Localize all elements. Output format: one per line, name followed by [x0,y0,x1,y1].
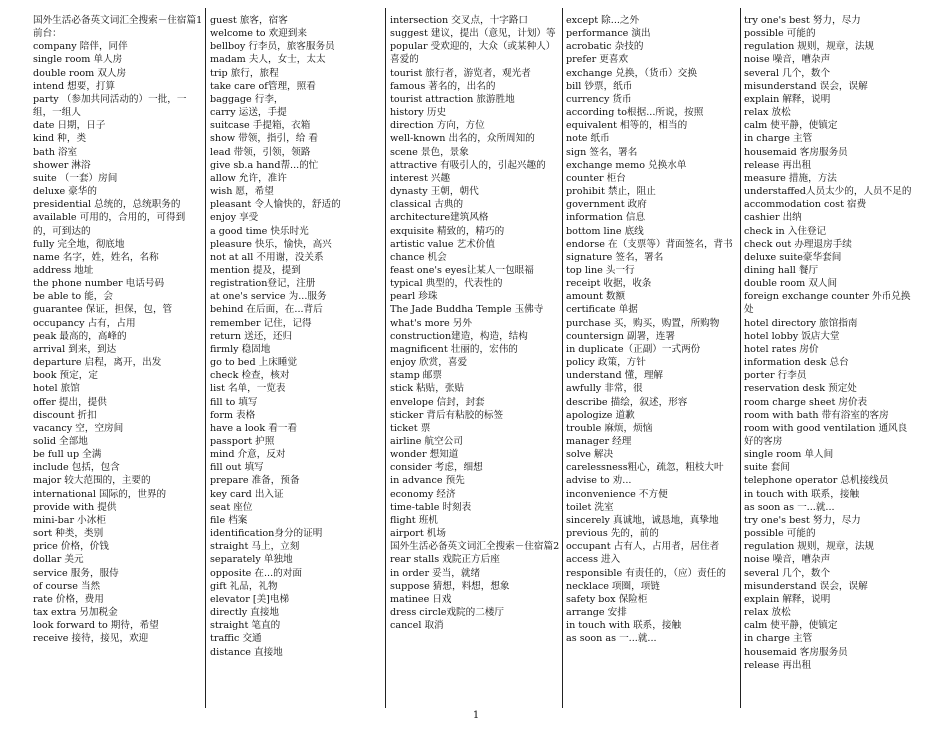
vocab-entry: check in 入住登记 [744,225,827,237]
vocab-entry: give sb.a hand帮...的忙 [210,159,319,171]
column-divider-2 [385,8,386,708]
vocab-entry: remember 记住，记得 [210,317,312,329]
vocab-entry: stamp 邮票 [390,370,442,382]
vocab-entry: countersign 副署，连署 [566,330,675,342]
vocab-entry: hotel rates 房价 [744,343,819,355]
vocab-entry: matinee 日戏 [390,593,452,605]
vocab-entry: explain 解释，说明 [744,93,831,105]
vocab-entry: previous 先的，前的 [566,528,659,540]
vocab-entry: famous 著名的，出名的 [390,80,496,92]
vocab-entry: calm 使平静，使镇定 [744,620,838,632]
vocab-entry: registration登记，注册 [210,278,316,290]
vocab-entry: passport 护照 [210,436,275,447]
vocab-entry: prepare 准备，预备 [210,475,300,487]
vocab-entry: date 日期，日子 [33,120,106,132]
vocab-entry: include 包括，包含 [33,462,120,474]
vocab-entry: deluxe suite豪华套间 [744,251,842,263]
vocab-entry: reservation desk 预定处 [744,383,857,395]
vocab-entry: room with bath 带有浴室的客房 [744,409,889,421]
vocab-entry: sign 签名，署名 [566,146,638,158]
vocab-entry: be able to 能，会 [33,291,113,303]
vocab-entry: international 国际的，世界的 [33,488,167,500]
vocab-entry: available 可用的，合用的，可得到的，可到达的 [33,212,186,237]
vocab-entry: occupancy 占有，占用 [33,317,136,329]
vocab-entry: carry 运送，手提 [210,107,287,119]
vocab-entry: inconvenience 不方便 [566,488,668,500]
vocab-entry: sincerely 真诚地，诚恳地，真挚地 [566,514,719,526]
vocab-entry: relax 放松 [744,107,791,119]
vocab-entry: address 地址 [33,264,94,276]
vocab-entry: describe 描绘，叙述，形容 [566,396,688,408]
vocab-entry: lead 带领，引领，领路 [210,146,311,158]
vocab-entry: deluxe 豪华的 [33,186,97,198]
vocab-entry: behind 在后面，在...背后 [210,304,323,316]
vocab-entry: several 几个，数个 [744,567,831,579]
vocab-entry: 前台： [33,28,62,40]
vocab-entry: allow 允许，准许 [210,172,287,184]
vocab-entry: bottom line 底线 [566,225,644,237]
vocab-entry: 国外生活必备英文词汇全搜索－住宿篇1 [33,15,203,26]
vocab-entry: release 再出租 [744,159,812,171]
vocab-entry: of course 当然 [33,580,101,592]
vocab-entry: welcome to 欢迎到来 [210,28,307,40]
vocab-entry: purchase 买，购买，购置，所购物 [566,317,720,329]
vocab-entry: not at all 不用谢，没关系 [210,251,324,263]
vocab-entry: apologize 道歉 [566,409,635,421]
vocab-entry: have a look 看一看 [210,422,298,434]
vocab-entry: amount 数额 [566,291,626,303]
vocab-entry: receive 接待，接见，欢迎 [33,633,149,645]
vocab-entry: counter 柜台 [566,172,626,184]
vocab-entry: mind 介意，反对 [210,449,286,461]
vocab-entry: opposite 在...的对面 [210,567,302,579]
vocab-entry: hotel lobby 饭店大堂 [744,330,840,342]
vocab-entry: 国外生活必备英文词汇全搜索－住宿篇2 [390,541,560,553]
vocab-entry: firmly 稳固地 [210,343,271,355]
column-divider-1 [205,8,206,708]
vocab-entry: housemaid 客房服务员 [744,146,848,158]
vocab-entry: rear stalls 戏院正方后座 [390,554,500,566]
vocab-entry: chance 机会 [390,251,447,263]
vocab-entry: flight 班机 [390,514,438,526]
vocab-entry: in order 妥当，就绪 [390,567,481,579]
vocab-entry: trip 旅行，旅程 [210,67,279,79]
vocab-entry: access 进入 [566,554,621,566]
vocab-entry: book 预定，定 [33,370,98,382]
vocab-entry: awfully 非常，很 [566,383,643,395]
vocab-entry: housemaid 客房服务员 [744,646,848,658]
vocab-entry: hotel 旅馆 [33,383,80,395]
vocab-entry: consider 考虑，细想 [390,462,483,474]
vocab-entry: double room 双人房 [33,67,127,79]
vocab-entry: rate 价格，费用 [33,593,104,605]
vocab-entry: party （参加共同活动的）一批，一组，一组人 [33,93,187,119]
vocab-entry: calm 使平静，使镇定 [744,120,838,132]
vocab-entry: pleasant 令人愉快的，舒适的 [210,199,341,211]
vocab-entry: take care of管理，照看 [210,80,316,92]
vocab-entry: enjoy 享受 [210,212,259,224]
vocab-entry: major 较大范围的，主要的 [33,475,151,487]
vocab-entry: signature 签名，署名 [566,251,664,263]
vocab-entry: try one's best 努力，尽力 [744,514,861,526]
vocab-entry: madam 夫人，女士，太太 [210,54,326,66]
vocab-entry: manager 经理 [566,436,632,447]
vocab-entry: noise 噪音，嘈杂声 [744,54,831,66]
vocab-entry: in charge 主管 [744,133,813,145]
vocab-entry: file 档案 [210,514,248,526]
vocab-entry: vacancy 空，空房间 [33,422,124,434]
vocab-entry: understand 懂，理解 [566,370,664,382]
vocab-entry: mention 提及，提到 [210,264,301,276]
vocab-entry: name 名字，姓，姓名，名称 [33,251,159,263]
vocab-entry: mini-bar 小冰柜 [33,514,106,526]
vocab-entry: form 表格 [210,409,256,421]
vocab-entry: go to bed 上床睡觉 [210,357,298,369]
vocab-entry: responsible 有责任的，（应）责任的 [566,567,726,579]
vocab-entry: accommodation cost 宿费 [744,199,867,211]
vocab-entry: fill to 填写 [210,396,258,408]
vocab-entry: certificate 单据 [566,304,638,316]
vocab-entry: single room 单人房 [33,54,123,66]
vocab-entry: except 除...之外 [566,15,640,26]
vocab-entry: identification身分的证明 [210,528,323,540]
vocab-entry: bath 浴室 [33,146,78,158]
vocab-entry: time-table 时刻表 [390,501,472,513]
vocab-entry: double room 双人间 [744,278,838,290]
vocab-entry: enjoy 欣赏，喜爱 [390,357,468,369]
vocab-entry: suite （一套）房间 [33,172,118,184]
vocab-entry: room charge sheet 房价表 [744,396,868,408]
text-column-2 [210,14,380,710]
vocab-entry: separately 单独地 [210,554,293,566]
vocab-entry: cashier 出纳 [744,212,802,224]
vocab-entry: service 服务，服侍 [33,567,119,579]
vocab-entry: information desk 总台 [744,357,849,369]
vocab-entry: acrobatic 杂技的 [566,41,644,53]
vocab-entry: a good time 快乐时光 [210,225,309,237]
vocab-entry: performance 演出 [566,28,651,40]
vocab-entry: check out 办理退房手续 [744,238,852,250]
vocab-entry: top line 头一行 [566,264,635,276]
vocab-entry: baggage 行李， [210,93,284,105]
vocab-entry: typical 典型的，代表性的 [390,278,503,290]
vocab-entry: in touch with 联系，接触 [566,620,682,632]
vocab-entry: explain 解释，说明 [744,593,831,605]
vocab-entry: attractive 有吸引人的，引起兴趣的 [390,159,546,171]
vocab-entry: sort 种类，类别 [33,528,104,540]
vocab-entry: show 带领，指引，给 看 [210,133,318,145]
vocab-entry: elevator [美]电梯 [210,593,290,605]
vocab-entry: direction 方向，方位 [390,120,485,132]
vocab-entry: straight 笔直的 [210,620,281,632]
vocab-entry: suitcase 手提箱，衣箱 [210,120,311,132]
vocab-entry: suppose 猜想，料想，想象 [390,580,510,592]
vocab-entry: ticket 票 [390,422,431,434]
vocab-entry: tourist attraction 旅游胜地 [390,93,515,105]
vocab-entry: in touch with 联系，接触 [744,488,860,500]
vocab-entry: dynasty 王朝，朝代 [390,186,479,198]
vocab-entry: information 信息 [566,212,646,224]
vocab-entry: advise to 劝... [566,475,632,487]
vocab-entry: feast one's eyes让某人一包眼福 [390,264,534,276]
vocab-entry: measure 措施，方法 [744,172,837,184]
vocab-entry: intersection 交叉点，十字路口 [390,15,529,26]
vocab-entry: airline 航空公司 [390,436,463,447]
vocab-entry: endorse 在（支票等）背面签名，背书 [566,238,733,250]
vocab-entry: arrange 安排 [566,607,627,619]
vocab-entry: pearl 珍珠 [390,291,438,303]
vocab-entry: dollar 美元 [33,554,84,566]
vocab-entry: tourist 旅行者，游览者，观光者 [390,67,531,79]
vocab-entry: policy 政策，方针 [566,357,646,369]
vocab-entry: stick 粘贴，张贴 [390,383,465,395]
vocab-entry: telephone operator 总机接线员 [744,475,889,487]
vocab-entry: envelope 信封，封套 [390,396,485,408]
vocab-entry: as soon as 一...就... [744,501,835,513]
vocab-entry: suite 套间 [744,462,790,474]
vocab-entry: solve 解决 [566,449,614,461]
vocab-entry: as soon as 一...就... [566,633,657,645]
text-column-4 [566,14,738,710]
vocab-entry: history 历史 [390,107,447,119]
vocab-entry: artistic value 艺术价值 [390,238,495,250]
vocab-entry: receipt 收据，收条 [566,278,652,290]
vocab-entry: misunderstand 误会，误解 [744,80,868,92]
vocab-entry: release 再出租 [744,659,812,671]
vocab-entry: return 送还，还归 [210,330,293,342]
vocab-entry: check 检查，核对 [210,370,290,382]
vocab-entry: what's more 另外 [390,317,472,329]
vocab-entry: cancel 取消 [390,620,444,632]
vocab-entry: gift 礼品，礼物 [210,580,278,592]
vocab-entry: possible 可能的 [744,28,816,40]
vocab-entry: porter 行李员 [744,370,807,382]
vocab-entry: equivalent 相等的，相当的 [566,120,688,132]
vocab-entry: dress circle戏院的二楼厅 [390,607,505,619]
vocab-entry: airport 机场 [390,528,446,540]
vocab-entry: in advance 预先 [390,475,465,487]
vocab-entry: safety box 保险柜 [566,593,648,605]
vocab-entry: tax extra 另加税金 [33,607,118,619]
vocab-entry: company 陪伴，同伴 [33,41,128,53]
vocab-entry: provide with 提供 [33,501,117,513]
vocab-entry: presidential 总统的，总统职务的 [33,199,181,211]
vocab-entry: trouble 麻烦，烦恼 [566,422,653,434]
vocab-entry: directly 直接地 [210,607,280,619]
vocab-entry: exchange memo 兑换水单 [566,159,687,171]
vocab-entry: fully 完全地，彻底地 [33,238,125,250]
vocab-entry: carelessness粗心，疏忽，粗枝大叶 [566,462,724,474]
vocab-entry: distance 直接地 [210,646,283,658]
vocab-entry: regulation 规则，规章，法规 [744,541,875,553]
vocab-entry: necklace 项圈，项链 [566,580,660,592]
vocab-entry: scene 景色，景象 [390,146,469,158]
vocab-entry: wish 愿，希望 [210,186,274,198]
vocab-entry: according to根据...所说，按照 [566,107,704,119]
vocab-entry: The Jade Buddha Temple 玉佛寺 [390,304,544,316]
column-divider-3 [562,8,563,708]
vocab-entry: wonder 想知道 [390,449,459,461]
vocab-entry: single room 单人间 [744,449,834,461]
vocab-entry: price 价格，价钱 [33,541,109,553]
vocab-entry: bill 钞票，纸币 [566,80,633,92]
vocab-entry: prohibit 禁止，阻止 [566,186,656,198]
vocab-entry: sticker 背后有粘胶的标签 [390,409,504,421]
vocab-entry: possible 可能的 [744,528,816,540]
vocab-entry: hotel directory 旅馆指南 [744,317,858,329]
vocab-entry: prefer 更喜欢 [566,54,629,66]
vocab-entry: look forward to 期待，希望 [33,620,159,632]
text-column-1 [33,14,203,710]
vocab-entry: economy 经济 [390,488,456,500]
vocab-entry: note 纸币 [566,133,610,145]
vocab-entry: exchange 兑换，（货币）交换 [566,67,697,79]
vocab-entry: classical 古典的 [390,199,464,211]
vocab-entry: understaffed人员太少的，人员不足的 [744,186,912,198]
vocab-entry: pleasure 快乐，愉快，高兴 [210,238,332,250]
vocab-entry: noise 噪音，嘈杂声 [744,554,831,566]
vocab-entry: be full up 全满 [33,449,102,461]
vocab-entry: list 名单，一览表 [210,383,286,395]
vocab-entry: occupant 占有人，占用者，居住者 [566,541,720,553]
vocab-entry: suggest 建议，提出（意见，计划）等 [390,28,556,40]
vocab-entry: straight 马上，立刻 [210,541,300,553]
vocab-entry: architecture建筑风格 [390,212,489,224]
text-column-5 [744,14,916,710]
vocab-entry: try one's best 努力，尽力 [744,15,861,26]
vocab-entry: toilet 洗室 [566,501,614,513]
vocab-entry: room with good ventilation 通风良好的客房 [744,422,908,447]
vocab-entry: exquisite 精致的，精巧的 [390,225,505,237]
vocab-entry: fill out 填写 [210,462,264,474]
vocab-entry: regulation 规则，规章，法规 [744,41,875,53]
vocab-entry: construction建造，构造，结构 [390,330,528,342]
vocab-entry: guarantee 保证，担保，包，管 [33,304,173,316]
vocab-entry: shower 淋浴 [33,159,91,171]
vocab-entry: traffic 交通 [210,633,262,645]
vocab-entry: in duplicate（正副）一式两份 [566,343,701,355]
vocab-entry: arrival 到来，到达 [33,343,117,355]
vocab-entry: magnificent 壮丽的，宏伟的 [390,343,518,355]
vocab-entry: well-known 出名的，众所周知的 [390,133,535,145]
vocab-entry: misunderstand 误会，误解 [744,580,868,592]
vocab-entry: several 几个，数个 [744,67,831,79]
vocab-entry: at one's service 为...服务 [210,291,327,303]
vocab-entry: the phone number 电话号码 [33,278,165,290]
vocab-entry: solid 全部地 [33,436,88,447]
vocab-entry: kind 种，类 [33,133,87,145]
vocab-entry: interest 兴趣 [390,172,451,184]
vocab-entry: popular 受欢迎的，大众（或某种人）喜爱的 [390,41,556,66]
vocab-entry: in charge 主管 [744,633,813,645]
vocab-entry: dining hall 餐厅 [744,264,819,276]
vocab-entry: discount 折扣 [33,409,97,421]
vocab-entry: bellboy 行李员，旅客服务员 [210,41,335,53]
vocab-entry: intend 想要，打算 [33,80,116,92]
vocab-entry: government 政府 [566,199,647,211]
vocab-entry: currency 货币 [566,93,632,105]
vocab-entry: offer 提出，提供 [33,396,107,408]
column-divider-4 [740,8,741,708]
vocab-entry: seat 座位 [210,501,253,513]
vocab-entry: peak 最高的，高峰的 [33,330,127,342]
vocab-entry: relax 放松 [744,607,791,619]
text-column-3 [390,14,560,710]
vocab-entry: key card 出入证 [210,488,284,500]
vocab-entry: guest 旅客，宿客 [210,15,288,26]
vocab-entry: departure 启程，离开，出发 [33,357,162,369]
vocab-entry: foreign exchange counter 外币兑换处 [744,291,911,316]
page-number: 1 [472,710,480,721]
